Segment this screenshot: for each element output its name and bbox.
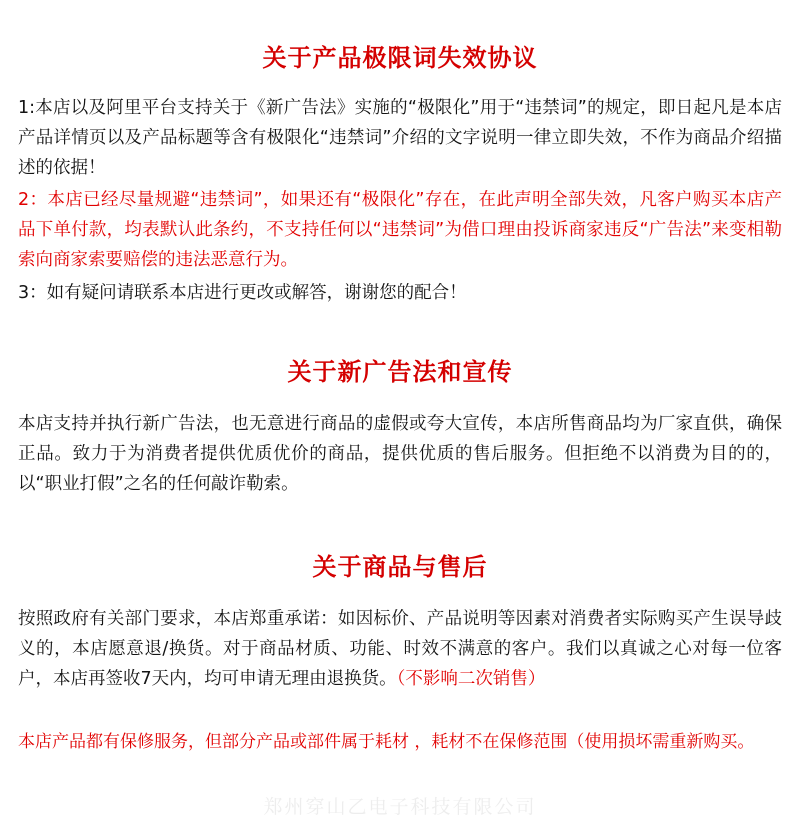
- paragraph-limit-words-1: 1:本店以及阿里平台支持关于《新广告法》实施的“极限化”用于“违禁词”的规定，即日起凡是本店产品详情页以及产品标题等含有极限化“违禁词”介绍的文字说明一律立即失效，不作为商品介绍描述的依据！: [18, 98, 782, 179]
- section-title-new-ad-law: 关于新广告法和宣传: [287, 357, 513, 386]
- document-page: [0, 38, 800, 827]
- paragraph-limit-words-3: 3：如有疑问请联系本店进行更改或解答，谢谢您的配合！: [18, 282, 467, 303]
- watermark: 郑州穿山乙电子科技有限公司: [263, 796, 537, 818]
- section-body-new-ad-law: [14, 409, 786, 499]
- warranty-notice: 本店产品都有保修服务，但部分产品或部件属于耗材 ，耗材不在保修范围（使用损坏需重新购买。: [18, 732, 755, 753]
- section-title-limit-words: 关于产品极限词失效协议: [262, 44, 538, 72]
- paragraph-limit-words-2: 2：本店已经尽量规避“违禁词”，如果还有“极限化”存在，在此声明全部失效，凡客户购买本店产品下单付款，均表默认此条约，不支持任何以“违禁词”为借口理由投诉商家违反“广告法”来变相勒索向商家索要赔偿的违法恶意行为。: [18, 190, 782, 271]
- section-body-product-after-sale: [14, 604, 786, 694]
- paragraph-after-sale-1-text: 按照政府有关部门要求，本店郑重承诺：如因标价、产品说明等因素对消费者实际购买产生误导歧义的，本店愿意退/换货。对于商品材质、功能、时效不满意的客户。我们以真诚之心对每一位客户，本店再签收7天内，均可申请无理由退换货。: [18, 608, 782, 690]
- paragraph-new-ad-law-1: 本店支持并执行新广告法，也无意进行商品的虚假或夸大宣传，本店所售商品均为厂家直供，确保正品。致力于为消费者提供优质优价的商品，提供优质的售后服务。但拒绝不以消费为目的的，以“职业打假”之名的任何敲诈勒索。: [18, 413, 782, 494]
- paragraph-after-sale-1-note: （不影响二次销售）: [396, 669, 546, 690]
- section-body-limit-words: [14, 93, 786, 308]
- paragraph-after-sale-1: [14, 604, 786, 694]
- section-title-product-after-sale: 关于商品与售后: [312, 552, 488, 581]
